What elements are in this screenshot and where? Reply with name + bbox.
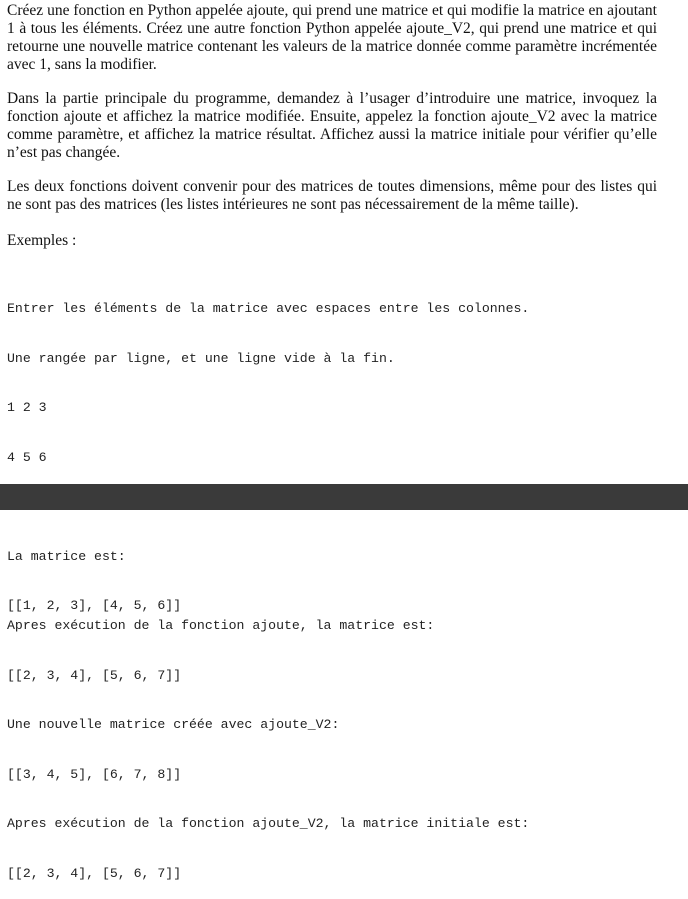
code-line: Une nouvelle matrice créée avec ajoute_V2: — [7, 717, 340, 732]
code-block-input-example — [7, 268, 529, 631]
code-line: [[2, 3, 4], [5, 6, 7]] — [7, 865, 182, 881]
code-line: [[3, 4, 5], [6, 7, 8]] — [7, 766, 182, 782]
code-line: [[2, 3, 4], [5, 6, 7]] — [7, 667, 182, 683]
code-line: 1 2 3 — [7, 400, 47, 415]
examples-heading: Exemples : — [7, 232, 77, 249]
paragraph-function-definitions: Créez une fonction en Python appelée ajoute, qui prend une matrice et qui modifie la matrice en ajoutant 1 à tous les éléments. Créez une autre fonction Python appelée ajoute_V2, qui prend une matrice et qui retourne une nouvelle matrice contenant les valeurs de la matrice donnée comme paramètre incrémentée avec 1, sans la modifier. — [7, 2, 657, 73]
paragraph-main-program: Dans la partie principale du programme, demandez à l’usager d’introduire une matrice, invoquez la fonction ajoute et affichez la matrice modifiée. Ensuite, appelez la fonction ajoute_V2 avec la matrice comme paramètre, et affichez la matrice résultat. Affichez aussi la matrice initiale pour vérifier qu’elle n’est pas changée. — [7, 90, 657, 161]
code-line: 4 5 6 — [7, 449, 47, 465]
code-line: La matrice est: — [7, 548, 126, 564]
code-line: Entrer les éléments de la matrice avec espaces entre les colonnes. — [7, 301, 530, 316]
page-divider-bar — [0, 484, 688, 510]
code-line: Apres exécution de la fonction ajoute_V2, la matrice initiale est: — [7, 816, 530, 831]
code-block-output-example — [7, 585, 529, 899]
code-line: Apres exécution de la fonction ajoute, la matrice est: — [7, 618, 435, 633]
code-line: Une rangée par ligne, et une ligne vide à la fin. — [7, 350, 395, 366]
paragraph-dimensions-note: Les deux fonctions doivent convenir pour des matrices de toutes dimensions, même pour des listes qui ne sont pas des matrices (les listes intérieures ne sont pas nécessairement de la même taille). — [7, 178, 657, 213]
code-line: [[1, 2, 3], [4, 5, 6]] — [7, 598, 182, 613]
